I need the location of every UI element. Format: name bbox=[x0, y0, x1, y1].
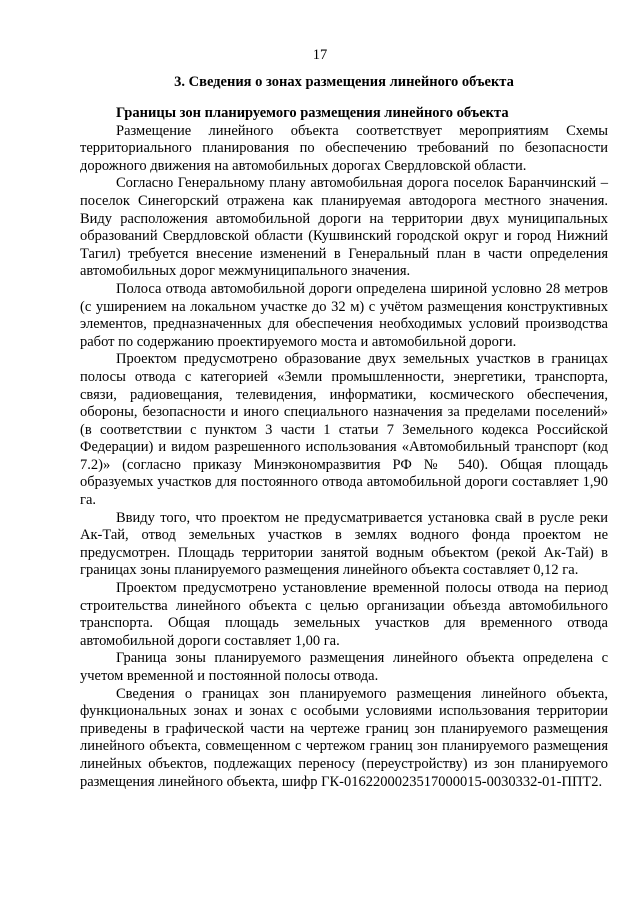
paragraph-3: Полоса отвода автомобильной дороги определена шириной условно 28 метров (с уширением на локальном участке до 32 м) с учётом размещения конструктивных элементов, предназначенных для обеспечения необходимых условий производства работ по содержанию проектируемого моста и автомобильной дороги. bbox=[80, 280, 608, 350]
paragraph-5: Ввиду того, что проектом не предусматривается установка свай в русле реки Ак-Тай, отвод земельных участков в землях водного фонда проектом не предусмотрен. Площадь территории занятой водным объектом (рекой Ак-Тай) в границах зоны планируемого размещения линейного объекта составляет 0,12 га. bbox=[80, 509, 608, 579]
paragraph-8: Сведения о границах зон планируемого размещения линейного объекта, функциональных зонах и зонах с особыми условиями использования территории приведены в графической части на чертеже границ зон планируемого размещения линейного объекта, совмещенном с чертежом границ зон планируемого размещения линейных объектов, подлежащих переносу (переустройству) из зон планируемого размещения линейного объекта, шифр ГК-0162200023517000015-0030332-01-ППТ2. bbox=[80, 685, 608, 790]
page-number: 17 bbox=[312, 47, 328, 63]
paragraph-1: Размещение линейного объекта соответствует мероприятиям Схемы территориального планирования по обеспечению требований по безопасности дорожного движения на автомобильных дорогах Свердловской области. bbox=[80, 122, 608, 174]
subheading: Границы зон планируемого размещения линейного объекта bbox=[116, 105, 509, 121]
paragraph-2: Согласно Генеральному плану автомобильная дорога поселок Баранчинский – поселок Синегорский отражена как планируемая автодорога местного значения. Виду расположения автомобильной дороги на территории двух муниципальных образований Свердловской области (Кушвинский городской округ и город Нижний Тагил) требуется внесение изменений в Генеральный план в части определения автомобильных дорог межмуниципального значения. bbox=[80, 175, 608, 280]
section-title: 3. Сведения о зонах размещения линейного объекта bbox=[174, 74, 514, 90]
paragraph-7: Граница зоны планируемого размещения линейного объекта определена с учетом временной и постоянной полосы отвода. bbox=[80, 650, 608, 684]
paragraph-4: Проектом предусмотрено образование двух земельных участков в границах полосы отвода с категорией «Земли промышленности, энергетики, транспорта, связи, радиовещания, телевидения, информатики, космического обеспечения, обороны, безопасности и иного специального назначения за пределами поселений» (в соответствии с пунктом 3 части 1 статьи 7 Земельного кодекса Российской Федерации) и видом разрешенного использования «Автомобильный транспорт (код 7.2)» (согласно приказу Минэкономразвития РФ № 540). Общая площадь образуемых участков для постоянного отвода автомобильной дороги составляет 1,90 га. bbox=[80, 351, 608, 509]
document-body bbox=[80, 105, 608, 791]
paragraph-6: Проектом предусмотрено установление временной полосы отвода на период строительства линейного объекта с целью организации объезда автомобильного транспорта. Общая площадь земельных участков для временного отвода автомобильной дороги составляет 1,00 га. bbox=[80, 580, 608, 649]
